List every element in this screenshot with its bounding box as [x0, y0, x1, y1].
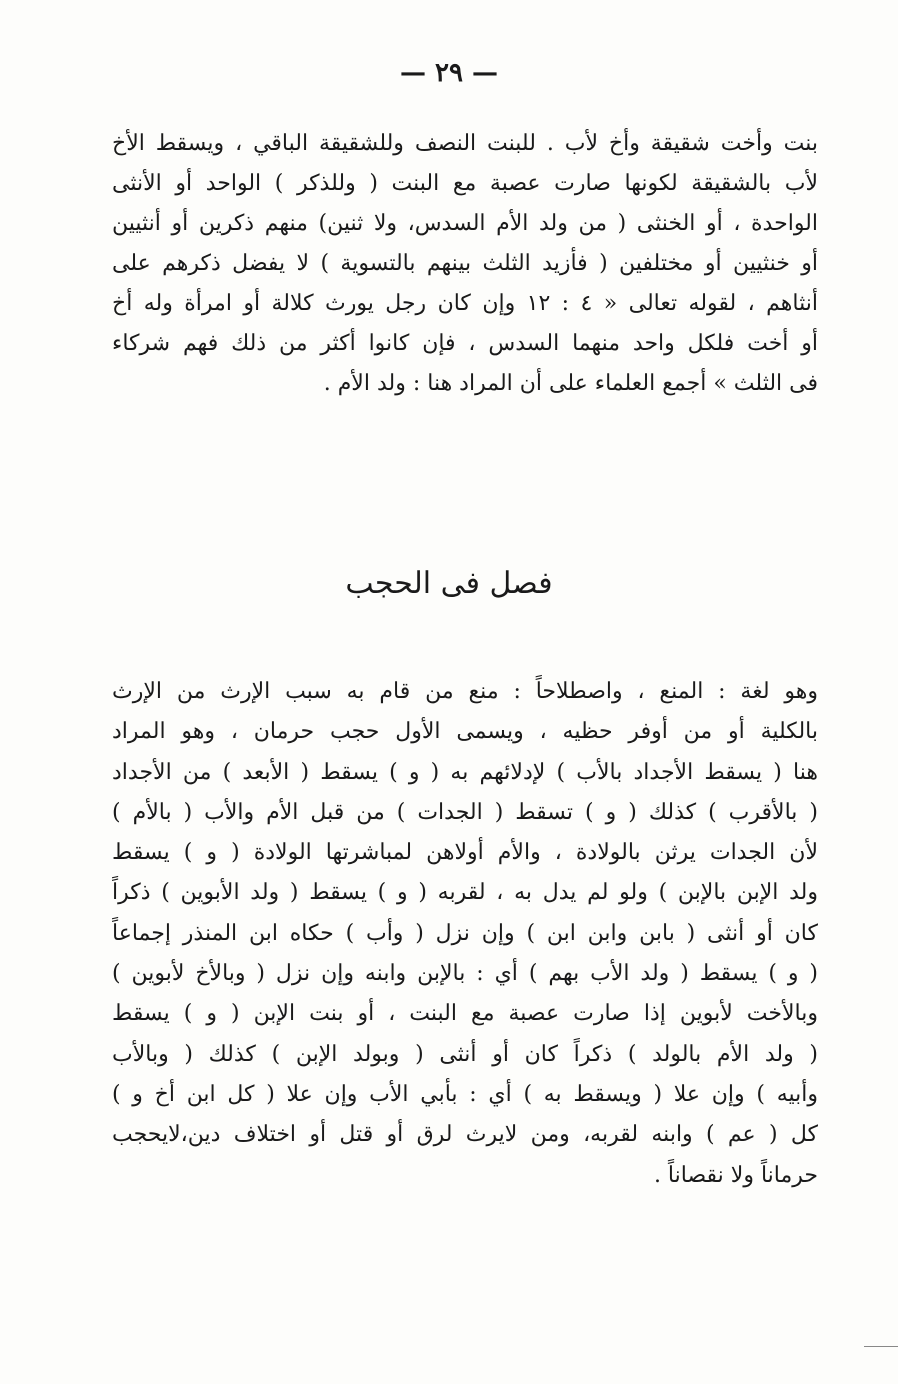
paragraph-line: كل ( عم ) وابنه لقربه، ومن لايرث لرق أو قتل أو اختلاف دين،لايحجب	[112, 1122, 818, 1148]
paragraph-line: ( بالأقرب ) كذلك ( و ) تسقط ( الجدات ) من قبل الأم والأب ( بالأم )	[112, 799, 818, 825]
paragraph-line: الواحدة ، أو الخنثى ( من ولد الأم السدس، ولا ثنين) منهم ذكرين أو أنثيين	[112, 211, 818, 236]
paragraph-line: لأن الجدات يرثن بالولادة ، والأم أولاهن لمباشرتها الولادة ( و ) يسقط	[112, 840, 818, 866]
page-number: — ٢٩ —	[399, 58, 499, 88]
paragraph-line: أنثاهم ، لقوله تعالى « ٤ : ١٢ وإن كان رجل يورث كلالة أو امرأة وله أخ	[112, 291, 818, 316]
paragraph-line: أو أخت فلكل واحد منهما السدس ، فإن كانوا أكثر من ذلك فهم شركاء	[112, 331, 818, 356]
top-paragraph	[112, 124, 818, 404]
paragraph-line: لأب بالشقيقة لكونها صارت عصبة مع البنت ( وللذكر ) الواحد أو الأنثى	[112, 171, 818, 196]
paragraph-line: ولد الإبن بالإبن ) ولو لم يدل به ، لقربه ( و ) يسقط ( ولد الأبوين ) ذكراً	[112, 880, 818, 906]
paragraph-line: بنت وأخت شقيقة وأخ لأب . للبنت النصف وللشقيقة الباقي ، ويسقط الأخ	[112, 131, 818, 156]
paragraph-line: ( ولد الأم بالولد ) ذكراً كان أو أنثى ( وبولد الإبن ) كذلك ( وبالأب	[112, 1041, 818, 1067]
paragraph-line: فى الثلث » أجمع العلماء على أن المراد هنا : ولد الأم .	[323, 371, 818, 396]
paragraph-line: بالكلية أو من أوفر حظيه ، ويسمى الأول حجب حرمان ، وهو المراد	[112, 719, 818, 745]
paragraph-line: وأبيه ) وإن علا ( ويسقط به ) أي : بأبي الأب وإن علا ( كل ابن أخ و )	[112, 1081, 818, 1107]
page-edge-rule	[864, 1346, 898, 1347]
paragraph-line: حرماناً ولا نقصاناً .	[653, 1162, 818, 1188]
paragraph-line: وبالأخت لأبوين إذا صارت عصبة مع البنت ، أو بنت الإبن ( و ) يسقط	[112, 1001, 818, 1027]
paragraph-line: ( و ) يسقط ( ولد الأب بهم ) أي : بالإبن وابنه وإن نزل ( وبالأخ لأبوين )	[112, 961, 818, 987]
section-heading: فصل فى الحجب	[345, 566, 553, 601]
paragraph-line: أو خنثيين أو مختلفين ( فأزيد الثلث بينهم بالتسوية ) لا يفضل ذكرهم على	[112, 251, 818, 276]
paragraph-line: وهو لغة : المنع ، واصطلاحاً : منع من قام به سبب الإرث من الإرث	[112, 679, 818, 704]
body-paragraph	[112, 672, 818, 1196]
paragraph-line: هنا ( يسقط الأجداد بالأب ) لإدلائهم به ( و ) يسقط ( الأبعد ) من الأجداد	[112, 759, 818, 785]
paragraph-line: كان أو أنثى ( بابن وابن ابن ) وإن نزل ( وأب ) حكاه ابن المنذر إجماعاً	[112, 920, 818, 946]
